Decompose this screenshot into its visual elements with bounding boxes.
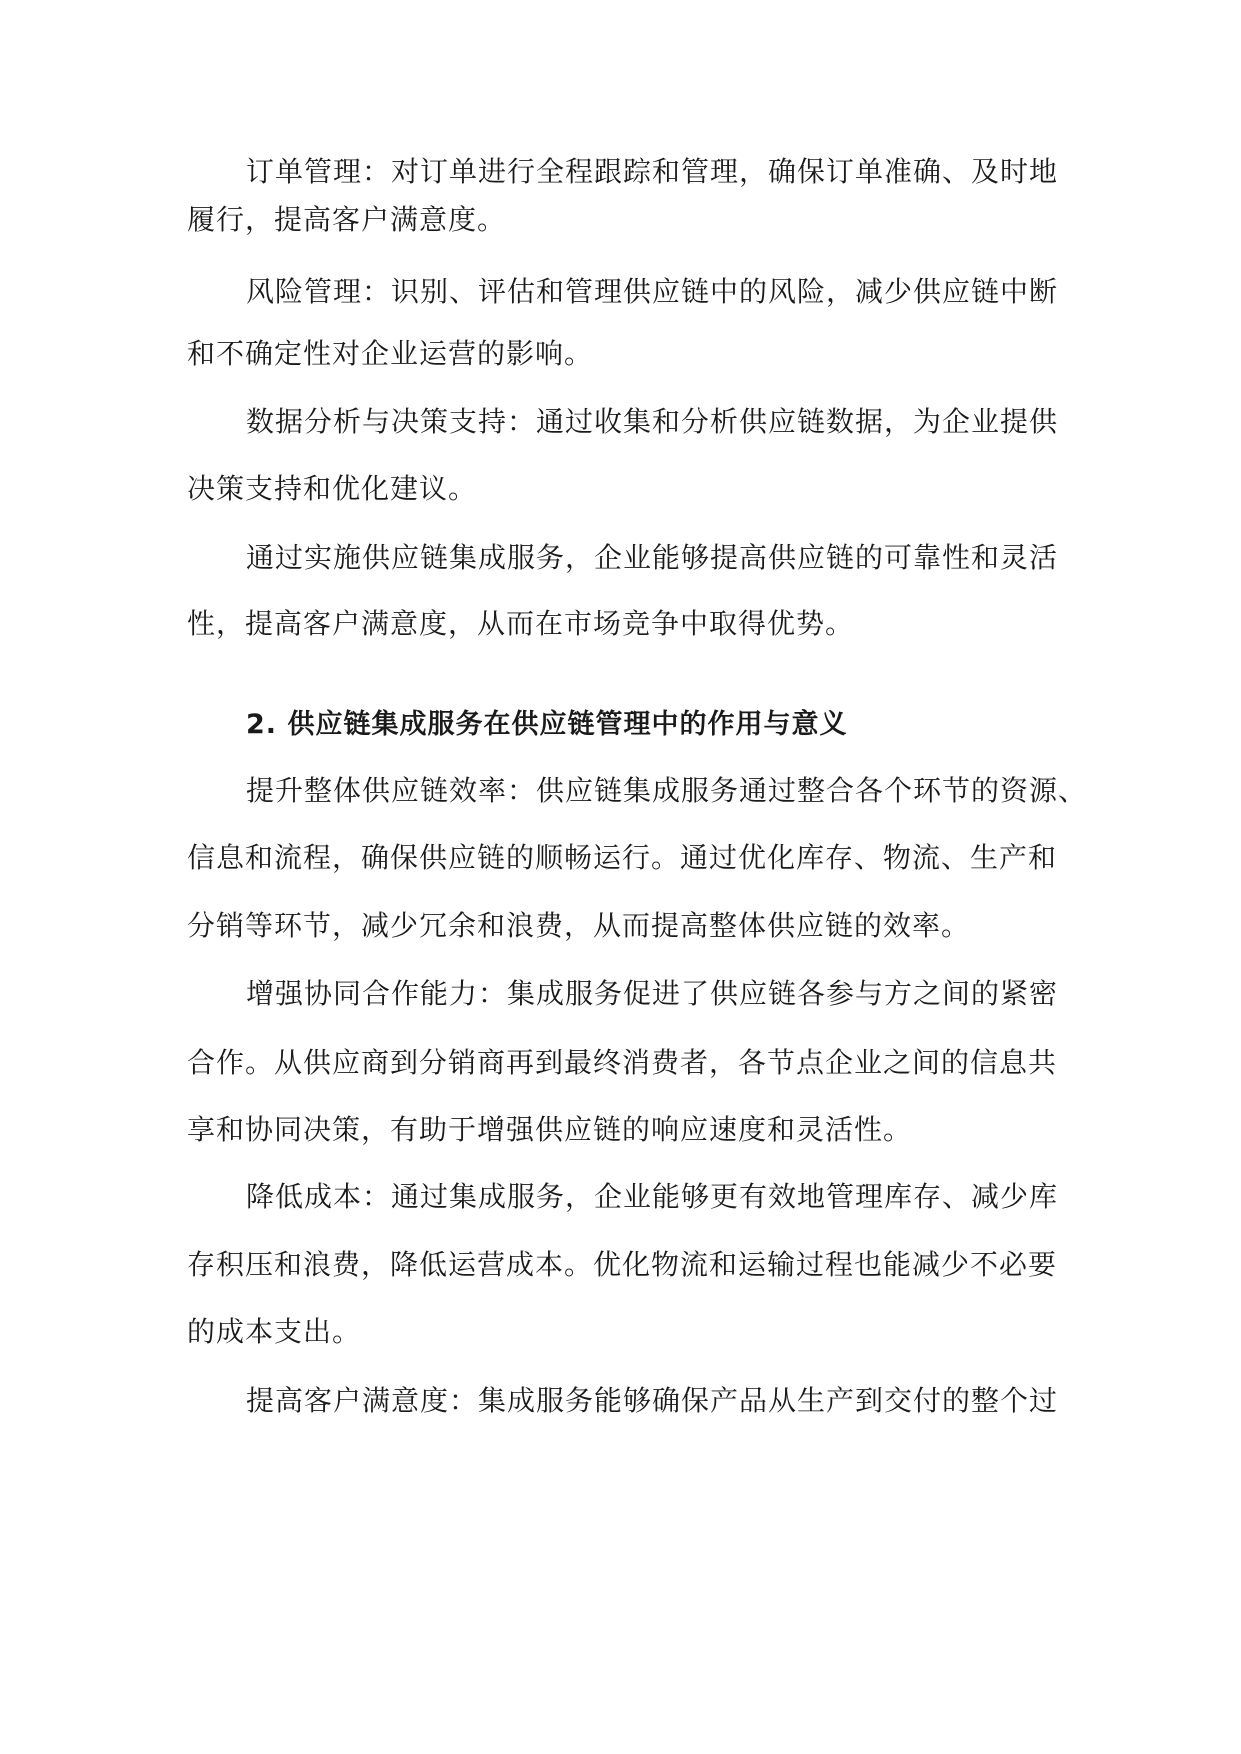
paragraph-line: 性，提高客户满意度，从而在市场竞争中取得优势。 — [187, 607, 855, 640]
paragraph-line: 决策支持和优化建议。 — [187, 472, 478, 505]
paragraph-line: 享和协同决策，有助于增强供应链的响应速度和灵活性。 — [187, 1113, 913, 1146]
paragraph-line: 存积压和浪费，降低运营成本。优化物流和运输过程也能减少不必要 — [187, 1248, 1058, 1281]
paragraph-line: 数据分析与决策支持：通过收集和分析供应链数据，为企业提供 — [246, 405, 1059, 438]
paragraph-line: 提高客户满意度：集成服务能够确保产品从生产到交付的整个过 — [246, 1384, 1059, 1417]
paragraph-line: 分销等环节，减少冗余和浪费，从而提高整体供应链的效率。 — [187, 909, 971, 942]
paragraph-line: 增强协同合作能力：集成服务促进了供应链各参与方之间的紧密 — [246, 977, 1059, 1010]
paragraph-line: 风险管理：识别、评估和管理供应链中的风险，减少供应链中断 — [246, 275, 1059, 308]
paragraph-line: 通过实施供应链集成服务，企业能够提高供应链的可靠性和灵活 — [246, 541, 1059, 574]
section-heading: 2. 供应链集成服务在供应链管理中的作用与意义 — [246, 709, 848, 740]
paragraph-line: 降低成本：通过集成服务，企业能够更有效地管理库存、减少库 — [246, 1180, 1059, 1213]
paragraph-line: 的成本支出。 — [187, 1315, 362, 1348]
paragraph-line: 信息和流程，确保供应链的顺畅运行。通过优化库存、物流、生产和 — [187, 841, 1058, 874]
paragraph-line: 履行，提高客户满意度。 — [187, 203, 507, 236]
paragraph-line: 提升整体供应链效率：供应链集成服务通过整合各个环节的资源、 — [246, 774, 1088, 807]
paragraph-line: 订单管理：对订单进行全程跟踪和管理，确保订单准确、及时地 — [246, 155, 1059, 188]
paragraph-line: 和不确定性对企业运营的影响。 — [187, 337, 594, 370]
paragraph-line: 合作。从供应商到分销商再到最终消费者，各节点企业之间的信息共 — [187, 1046, 1058, 1079]
